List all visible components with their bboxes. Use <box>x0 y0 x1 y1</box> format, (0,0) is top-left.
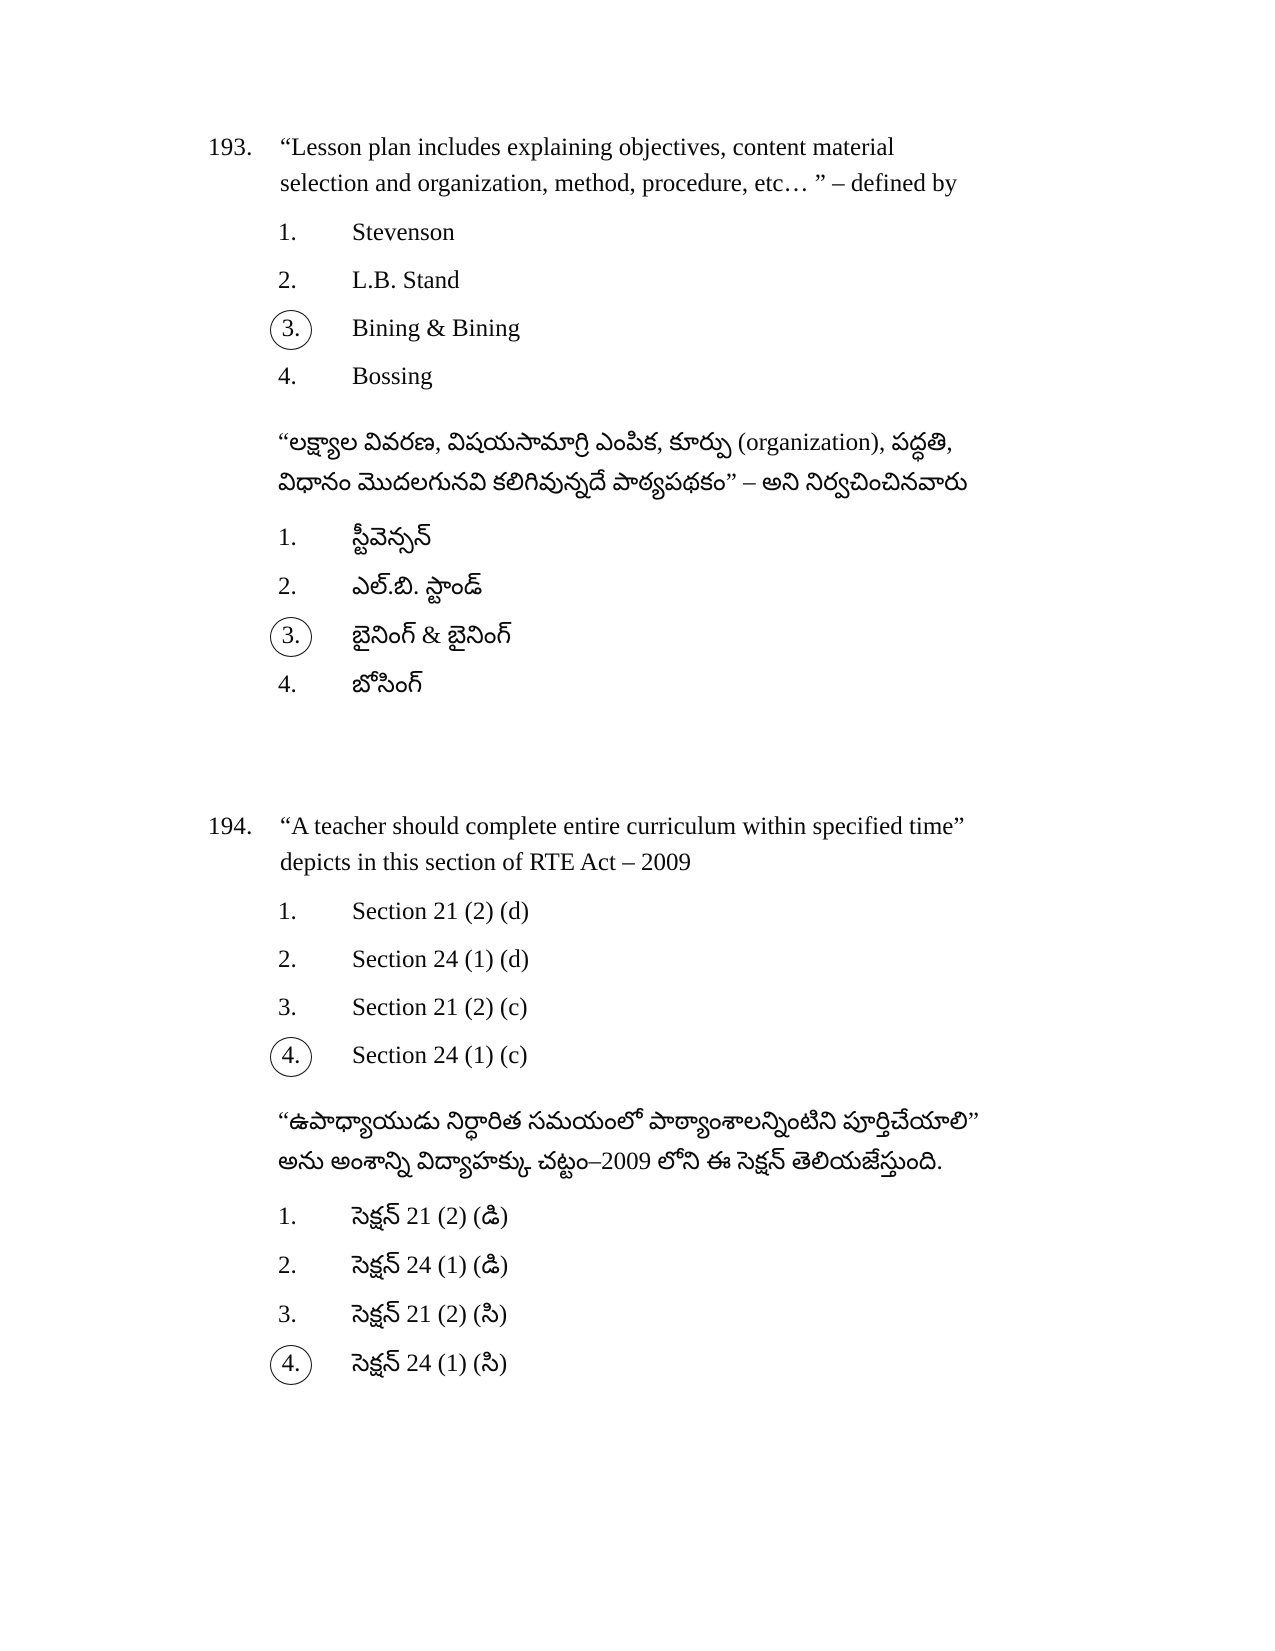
question-separator <box>208 717 1008 809</box>
question-193-stem-line-1: “Lesson plan includes explaining objectives, content material <box>280 134 895 161</box>
option-label[interactable]: బోసింగ్ <box>352 671 423 698</box>
question-194-telugu-line-2: అను అంశాన్ని విద్యాహక్కు చట్టం–2009 లోని ఈ సెక్షన్ తెలియజేస్తుంది. <box>278 1148 943 1175</box>
option-label[interactable]: Section 24 (1) (d) <box>352 946 530 973</box>
question-193-telugu-line-2: విధానం మొదలగునవి కలిగివున్నదే పాఠ్యపథకం” – అని నిర్వచించినవారు <box>278 469 968 496</box>
option-row[interactable]: 4. బోసింగ్ <box>208 668 1008 702</box>
option-label[interactable]: Section 21 (2) (d) <box>352 898 530 925</box>
option-label[interactable]: సెక్షన్ 24 (1) (సి) <box>352 1350 508 1377</box>
question-194-header <box>208 809 1008 881</box>
question-193-telugu-line-1: “లక్ష్యాల వివరణ, విషయసామాగ్రి ఎంపిక, కూర్పు (organization), పద్ధతి, <box>278 429 953 456</box>
question-193-number: 193. <box>208 134 253 161</box>
question-list <box>208 130 1008 1396</box>
option-label[interactable]: సెక్షన్ 21 (2) (డి) <box>352 1203 509 1230</box>
option-row-selected[interactable]: 3. Bining & Bining <box>208 312 1008 345</box>
option-label[interactable]: ఎల్.బి. స్టాండ్ <box>352 573 483 600</box>
option-row[interactable]: 1. Section 21 (2) (d) <box>208 895 1008 928</box>
option-label[interactable]: స్టీవెన్సన్ <box>352 524 432 551</box>
question-194-stem-telugu <box>208 1102 1008 1182</box>
option-label[interactable]: బైనింగ్ & బైనింగ్ <box>352 622 512 649</box>
option-label[interactable]: Bossing <box>352 363 433 390</box>
option-row[interactable]: 3. Section 21 (2) (c) <box>208 991 1008 1024</box>
option-row[interactable]: 1. Stevenson <box>208 216 1008 249</box>
question-193-options-telugu <box>208 521 1008 702</box>
question-194-stem-english <box>280 809 1008 881</box>
question-193-stem-line-2: selection and organization, method, procedure, etc… ” – defined by <box>280 170 958 197</box>
option-row[interactable]: 4. Bossing <box>208 360 1008 393</box>
question-194-stem-line-2: depicts in this section of RTE Act – 2009 <box>280 849 691 876</box>
question-193-stem-telugu <box>208 423 1008 503</box>
question-193 <box>208 130 1008 702</box>
question-194-stem-line-1: “A teacher should complete entire curriculum within specified time” <box>280 813 965 840</box>
question-194-number: 194. <box>208 813 253 840</box>
option-row-selected[interactable]: 4. సెక్షన్ 24 (1) (సి) <box>208 1347 1008 1381</box>
question-193-header <box>208 130 1008 202</box>
question-194-options-english <box>208 895 1008 1072</box>
option-row[interactable]: 2. L.B. Stand <box>208 264 1008 297</box>
option-row[interactable]: 2. ఎల్.బి. స్టాండ్ <box>208 570 1008 604</box>
question-194-telugu-line-1: “ఉపాధ్యాయుడు నిర్ధారిత సమయంలో పాఠ్యాంశాలన్నింటిని పూర్తిచేయాలి” <box>278 1108 979 1135</box>
option-label[interactable]: సెక్షన్ 24 (1) (డి) <box>352 1252 509 1279</box>
option-row[interactable]: 3. సెక్షన్ 21 (2) (సి) <box>208 1298 1008 1332</box>
question-193-stem-english <box>280 130 1008 202</box>
option-row[interactable]: 1. స్టీవెన్సన్ <box>208 521 1008 555</box>
question-193-options-english <box>208 216 1008 393</box>
option-label[interactable]: L.B. Stand <box>352 267 460 294</box>
option-row-selected[interactable]: 4. Section 24 (1) (c) <box>208 1039 1008 1072</box>
option-row[interactable]: 2. సెక్షన్ 24 (1) (డి) <box>208 1249 1008 1283</box>
question-194-options-telugu <box>208 1200 1008 1381</box>
option-label[interactable]: Stevenson <box>352 219 455 246</box>
option-row[interactable]: 2. Section 24 (1) (d) <box>208 943 1008 976</box>
option-row-selected[interactable]: 3. బైనింగ్ & బైనింగ్ <box>208 619 1008 653</box>
option-label[interactable]: Bining & Bining <box>352 315 521 342</box>
option-label[interactable]: సెక్షన్ 21 (2) (సి) <box>352 1301 508 1328</box>
option-row[interactable]: 1. సెక్షన్ 21 (2) (డి) <box>208 1200 1008 1234</box>
question-194 <box>208 809 1008 1381</box>
option-label[interactable]: Section 21 (2) (c) <box>352 994 528 1021</box>
option-label[interactable]: Section 24 (1) (c) <box>352 1042 528 1069</box>
